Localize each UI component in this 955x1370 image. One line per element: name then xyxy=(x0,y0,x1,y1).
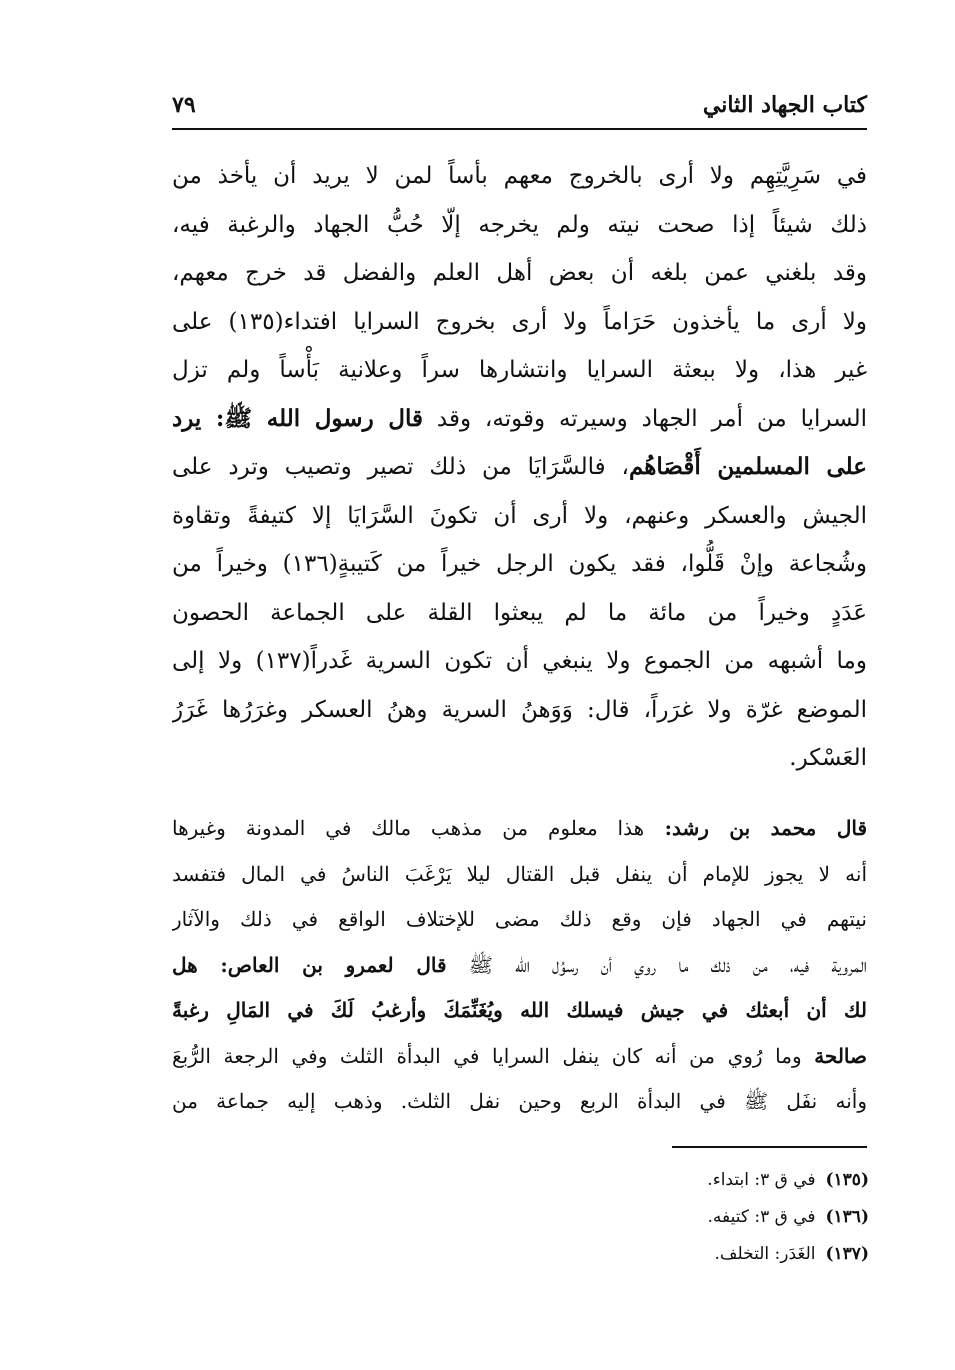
text-segment: وقد بلغني عمن بلغه أن بعض أهل العلم والفضل قد خرج معهم، xyxy=(172,260,867,286)
footnote xyxy=(469,1199,869,1236)
text-segment: في سَرِيَّتِهِم ولا أرى بالخروج معهم بأساً لمن لا يريد أن يأخذ من xyxy=(172,163,867,189)
text-segment: الموضع غرّة ولا غرَراً، قال: وَوَهنُ السرية وهنُ العسكر وغرَرُها غَرَرُ xyxy=(172,696,867,723)
footnote-number: (١٣٥) xyxy=(825,1170,869,1190)
commentary-line xyxy=(172,1034,867,1080)
main-text-line xyxy=(172,589,867,638)
bold-text-segment: قال رسول الله ﷺ: يرد xyxy=(172,404,423,432)
main-text-line xyxy=(172,443,867,492)
main-text-line xyxy=(172,346,867,395)
text-segment: الجيش والعسكر وعنهم، ولا أرى أن تكونَ السَّرَايَا إلا كتيفةً وتقاوة xyxy=(172,502,867,529)
text-segment: وما أشبهه من الجموع ولا ينبغي أن تكون السرية غَدراً(١٣٧) ولا إلى xyxy=(172,648,867,674)
text-segment: أنه لا يجوز للإمام أن ينفل قبل القتال ليلا يَرْغَبَ الناسُ في المال فتفسد xyxy=(172,861,867,886)
footnotes-block xyxy=(469,1162,869,1273)
main-text-block xyxy=(172,152,867,783)
running-header xyxy=(172,88,867,130)
bold-text-segment: لك أن أبعثك في جيش فيسلك الله ويُغَنِّمَكَ وأرغبُ لَكَ في المَالِ رغبةً xyxy=(172,998,867,1022)
text-segment: وأنه نفَل ﷺ في البدأة الربع وحين نفل الثلث. وذهب إليه جماعة من xyxy=(172,1089,867,1113)
main-text-line xyxy=(172,492,867,541)
bold-text-segment: صالحة xyxy=(814,1043,867,1068)
text-segment: هذا معلوم من مذهب مالك في المدونة وغيرها xyxy=(172,816,645,840)
commentary-line xyxy=(172,943,867,989)
main-text-line xyxy=(172,686,867,735)
footnote-number: (١٣٦) xyxy=(825,1207,869,1227)
main-text-line xyxy=(172,637,867,686)
footnote-divider xyxy=(672,1146,867,1148)
text-segment: ذلك شيئاً إذا صحت نيته ولم يخرجه إلّا حُبُّ الجهاد والرغبة فيه، xyxy=(172,211,867,238)
text-segment: وشُجاعة وإنْ قَلُّوا، فقد يكون الرجل خيراً من كَتيبةٍ(١٣٦) وخيراً من xyxy=(172,551,867,577)
text-segment: وما رُوي من أنه كان ينفل السرايا في البدأة الثلث وفي الرجعة الرُّبعَ xyxy=(172,1043,815,1068)
footnote-text: في ق ٣: ابتداء. xyxy=(707,1170,816,1190)
commentary-line xyxy=(172,806,867,852)
text-segment: السرايا من أمر الجهاد وسيرته وقوته، وقد xyxy=(422,405,867,432)
text-segment: عَدَدٍ وخيراً من مائة ما لم يبعثوا القلة على الجماعة الحصون xyxy=(172,599,867,626)
footnote xyxy=(469,1162,869,1199)
footnote-number: (١٣٧) xyxy=(825,1244,869,1264)
text-segment: العَسْكر. xyxy=(789,745,867,771)
bold-text-segment: قال لعمرو بن العاص: هل xyxy=(172,952,447,977)
book-title: كتاب الجهاد الثاني xyxy=(702,92,867,118)
bold-text-segment: قال محمد بن رشد: xyxy=(644,816,867,840)
main-text-line xyxy=(172,152,867,201)
main-text-line xyxy=(172,298,867,347)
main-text-line xyxy=(172,395,867,444)
footnote xyxy=(469,1236,869,1273)
commentary-block xyxy=(172,806,867,1125)
page-number: ٧٩ xyxy=(172,92,196,118)
footnote-text: الغَدَر: التخلف. xyxy=(714,1244,816,1264)
main-text-line xyxy=(172,249,867,298)
text-segment: نيتهم في الجهاد فإن وقع ذلك مضى للإختلاف الواقع في ذلك والآثار xyxy=(172,907,867,931)
text-segment: غير هذا، ولا ببعثة السرايا وانتشارها سراً وعلانية بَأْساً ولم تزل xyxy=(172,357,867,383)
bold-text-segment: على المسلمين أَقْصَاهُم xyxy=(628,453,867,480)
text-segment: المروية فيه، من ذلك ما روي أن رسوُل الله ﷺ xyxy=(446,952,867,977)
commentary-line xyxy=(172,1079,867,1125)
text-segment: ، فالسَّرَايَا من ذلك تصير وتصيب وترد على xyxy=(172,454,629,480)
text-segment: ولا أرى ما يأخذون حَرَاماً ولا أرى بخروج السرايا افتداء(١٣٥) على xyxy=(172,308,867,335)
commentary-line xyxy=(172,897,867,943)
main-text-line xyxy=(172,540,867,589)
commentary-line xyxy=(172,852,867,898)
footnote-text: في ق ٣: كتيفه. xyxy=(707,1207,816,1227)
main-text-line xyxy=(172,734,867,783)
main-text-line xyxy=(172,201,867,250)
commentary-line xyxy=(172,988,867,1034)
